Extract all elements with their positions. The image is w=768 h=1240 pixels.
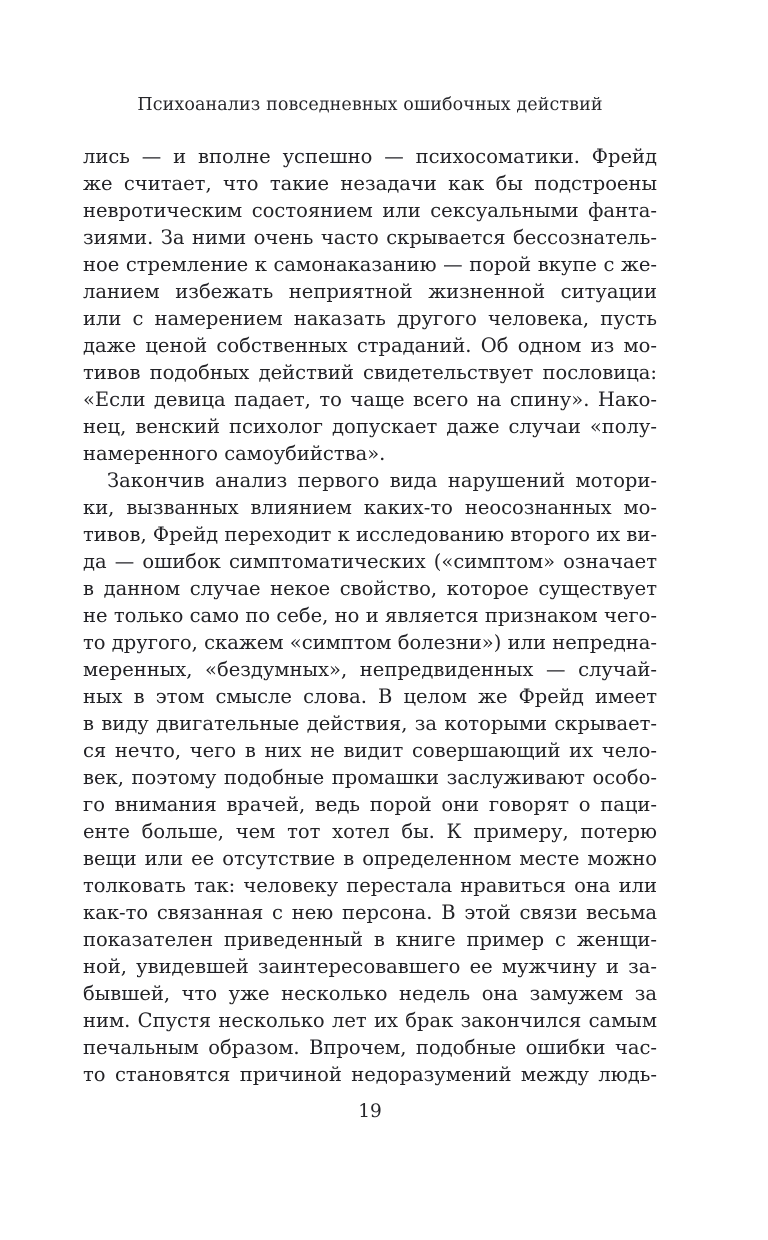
text-line: же считает, что такие незадачи как бы подстроены bbox=[83, 172, 657, 195]
text-line: меренных, «бездумных», непредвиденных — случай- bbox=[83, 658, 657, 681]
text-line: го внимания врачей, ведь порой они говорят о паци- bbox=[83, 793, 657, 816]
text-line: лись — и вполне успешно — психосоматики. Фрейд bbox=[83, 145, 657, 168]
text-line: Закончив анализ первого вида нарушений мотори- bbox=[107, 469, 657, 492]
text-line: тивов подобных действий свидетельствует пословица: bbox=[83, 361, 657, 384]
text-line: тивов, Фрейд переходит к исследованию второго их ви- bbox=[83, 523, 657, 546]
paragraph bbox=[83, 143, 657, 467]
text-line: бывшей, что уже несколько недель она замужем за bbox=[83, 982, 657, 1005]
text-line: печальным образом. Впрочем, подобные ошибки час- bbox=[83, 1036, 657, 1059]
text-line: ки, вызванных влиянием каких-то неосознанных мо- bbox=[83, 496, 657, 519]
text-line: ное стремление к самонаказанию — порой вкупе с же- bbox=[83, 253, 657, 276]
text-line: невротическим состоянием или сексуальными фанта- bbox=[83, 199, 657, 222]
text-line: век, поэтому подобные промашки заслуживают особо- bbox=[83, 766, 657, 789]
text-line: ных в этом смысле слова. В целом же Фрейд имеет bbox=[83, 685, 657, 708]
text-line: как-то связанная с нею персона. В этой связи весьма bbox=[83, 901, 657, 924]
text-line: в виду двигательные действия, за которыми скрывает- bbox=[83, 712, 657, 735]
text-line: показателен приведенный в книге пример с женщи- bbox=[83, 928, 657, 951]
text-line: ланием избежать неприятной жизненной ситуации bbox=[83, 280, 657, 303]
paragraph bbox=[83, 467, 657, 1088]
text-line: толковать так: человеку перестала нравиться она или bbox=[83, 874, 657, 897]
page-number: 19 bbox=[358, 1101, 382, 1122]
text-line: ним. Спустя несколько лет их брак закончился самым bbox=[83, 1009, 657, 1032]
text-line: да — ошибок симптоматических («симптом» означает bbox=[83, 550, 657, 573]
text-line: енте больше, чем тот хотел бы. К примеру, потерю bbox=[83, 820, 657, 843]
text-line: зиями. За ними очень часто скрывается бессознатель- bbox=[83, 226, 657, 249]
body-text bbox=[83, 143, 657, 1088]
running-header: Психоанализ повседневных ошибочных действий bbox=[137, 95, 603, 115]
text-line: то другого, скажем «симптом болезни») или непредна- bbox=[83, 631, 657, 654]
text-line: вещи или ее отсутствие в определенном месте можно bbox=[83, 847, 657, 870]
text-line: «Если девица падает, то чаще всего на спину». Нако- bbox=[83, 388, 657, 411]
text-line: то становятся причиной недоразумений между людь- bbox=[83, 1063, 657, 1086]
text-line: намеренного самоубийства». bbox=[83, 442, 386, 465]
text-line: в данном случае некое свойство, которое существует bbox=[83, 577, 657, 600]
text-line: или с намерением наказать другого человека, пусть bbox=[83, 307, 657, 330]
text-line: нец, венский психолог допускает даже случаи «полу- bbox=[83, 415, 657, 438]
text-line: не только само по себе, но и является признаком чего- bbox=[83, 604, 657, 627]
text-line: даже ценой собственных страданий. Об одном из мо- bbox=[83, 334, 657, 357]
text-line: ной, увидевшей заинтересовавшего ее мужчину и за- bbox=[83, 955, 657, 978]
text-line: ся нечто, чего в них не видит совершающий их чело- bbox=[83, 739, 657, 762]
